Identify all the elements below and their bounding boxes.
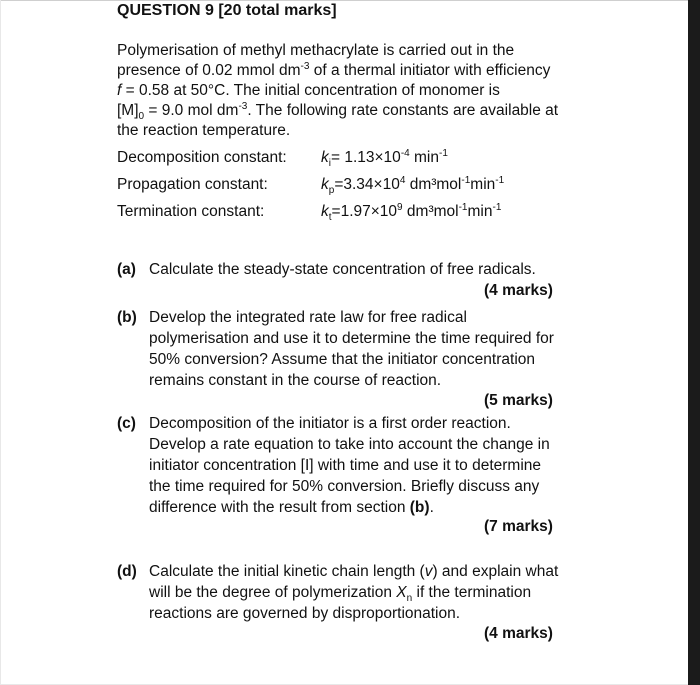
question-text: the time required for 50% conversion. Briefly discuss any [149, 478, 540, 495]
intro-line-1: Polymerisation of methyl methacrylate is carried out in the [117, 42, 515, 59]
constant-label: Decomposition constant: [117, 149, 287, 166]
question-c [117, 413, 597, 518]
question-text: initiator concentration [I] with time and use it to determine [149, 457, 542, 474]
constant-value: $k_t=1.97\times 10^9$ $dm^3mol^{-1}\min^{-1}$ [321, 201, 502, 224]
question-text: polymerisation and use it to determine the time required for [149, 330, 554, 347]
question-text: remains constant in the course of reaction. [149, 372, 442, 389]
constant-label: Propagation constant: [117, 176, 268, 193]
question-text: difference with the result from section (b). [149, 499, 434, 516]
marks-d: (4 marks) [484, 625, 553, 642]
rate-constants-list [117, 149, 597, 230]
question-letter: (c) [117, 415, 136, 432]
left-border [0, 0, 1, 685]
question-text: 50% conversion? Assume that the initiator concentration [149, 351, 536, 368]
intro-line-4: $[M]_0 = 9.0$ mol $dm^{-3}$. The following rate constants are available at [117, 100, 559, 123]
constant-value: $k_p=3.34\times 10^4$ $dm^3mol^{-1}\min^{-1}$ [321, 174, 505, 197]
intro-line-3: f = 0.58 at 50°C. The initial concentration of monomer is [117, 82, 500, 99]
question-text: will be the degree of polymerization $X_n$ if the termination [149, 584, 532, 605]
decomposition-constant-row [117, 149, 597, 176]
marks-c: (7 marks) [484, 518, 553, 535]
question-text: Develop the integrated rate law for free radical [149, 309, 467, 326]
question-letter: (a) [117, 261, 136, 278]
propagation-constant-row [117, 176, 597, 203]
question-letter: (b) [117, 309, 137, 326]
intro-line-5: the reaction temperature. [117, 122, 291, 139]
question-text: Calculate the initial kinetic chain length (v) and explain what [149, 563, 559, 580]
question-b [117, 307, 597, 391]
top-border [0, 0, 688, 1]
constant-value: $k_i= 1.13\times 10^{-4}$ $\min^{-1}$ [321, 147, 448, 170]
intro-line-2: presence of 0.02 mmol $dm^{-3}$ of a thermal initiator with efficiency [117, 60, 551, 79]
question-heading: QUESTION 9 [20 total marks] [117, 2, 337, 19]
question-d [117, 561, 597, 624]
termination-constant-row [117, 203, 597, 230]
question-text: Calculate the steady-state concentration of free radicals. [149, 261, 536, 278]
marks-b: (5 marks) [484, 392, 553, 409]
question-a [117, 259, 597, 280]
question-text: Decomposition of the initiator is a first order reaction. [149, 415, 511, 432]
question-letter: (d) [117, 563, 137, 580]
question-text: reactions are governed by disproportionation. [149, 605, 461, 622]
constant-label: Termination constant: [117, 203, 265, 220]
right-dark-edge [688, 0, 700, 685]
intro-paragraph [117, 41, 597, 141]
marks-a: (4 marks) [484, 282, 553, 299]
question-text: Develop a rate equation to take into account the change in [149, 436, 550, 453]
